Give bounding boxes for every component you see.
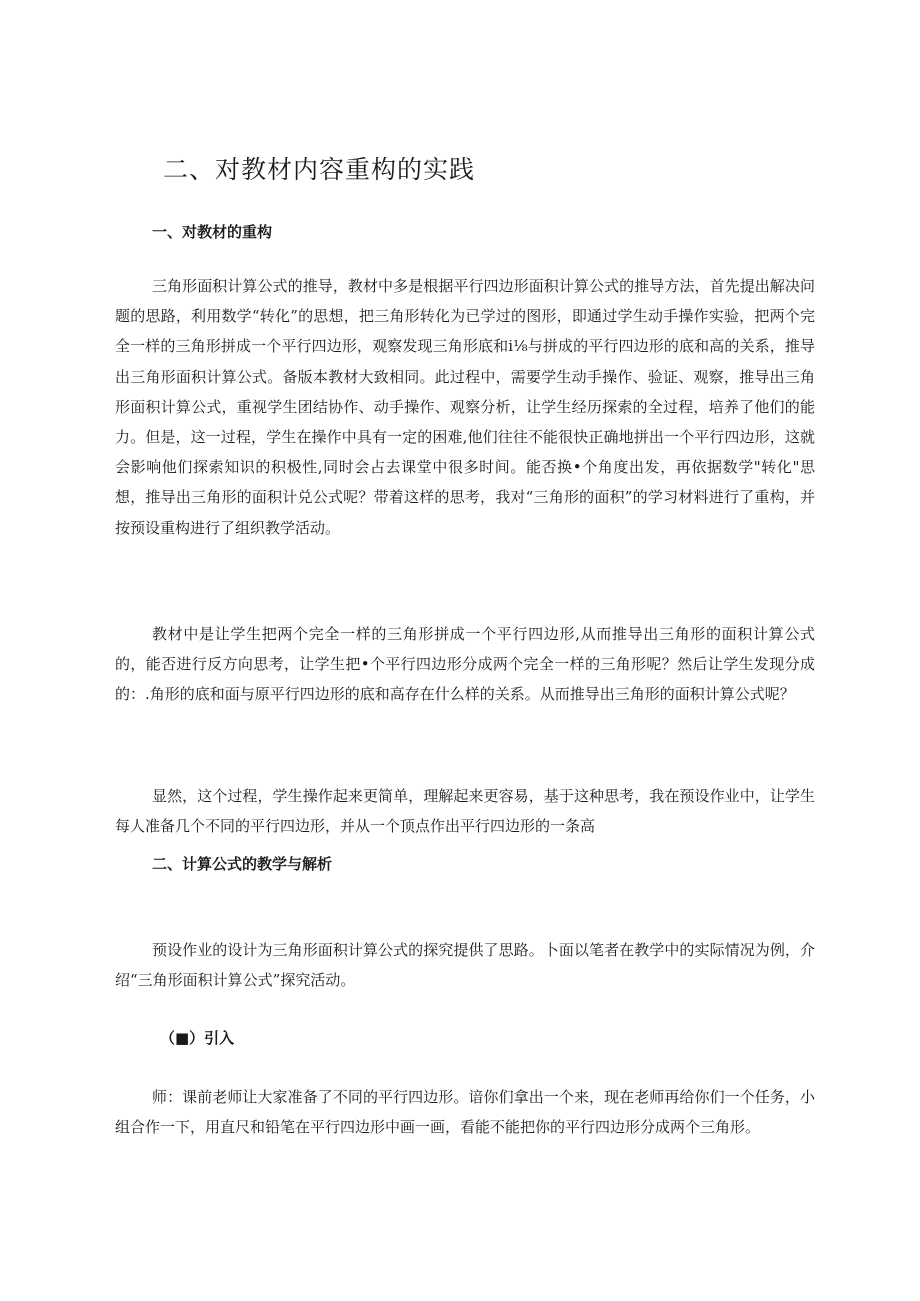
subsection-heading-introduction: （■）引入 — [160, 1029, 235, 1047]
paragraph-teacher-dialogue: 师：课前老师让大家准备了不同的平行四边形。谙你们拿出一个来，现在老师再给你们一个任务，小组合作一下，用直尺和铅笔在平行四边形中画一画，看能不能把你的平行四边形分成两个三角形。 — [115, 1088, 815, 1137]
document-title: 二、对教材内容重构的实践 — [163, 155, 476, 184]
paragraph-formula-derivation: 三角形面积计算公式的推导，教材中多是根据平行四边形面积计算公式的推导方法，首先提出解决问题的思路，利用数学“转化”的思想，把三角形转化为已学过的图形，即通过学生动手操作实验，把两个完全一样的三角形拼成一个平行四边形，观察发现三角形底和i⅛与拼成的平行四边形的底和高的关系，推导出三角形面积计算公式。备版本教材大致相同。此过程中，需要学生动手操作、验证、观察，推导出三角形面积计算公式，重视学生团结协作、动手操作、观察分析，让学生经历探索的全过程，培养了他们的能力。但是，这一过程，学生在操作中具有一定的困难,他们往往不能很快正确地拼出一个平行四边形，这就会影响他们探索知识的积极性,同时会占去课堂中很多时间。能否换•个角度出发，再依据数学"转化"思想，推导出三角形的面积计兑公式呢？带着这样的思考，我对“三角形的面积”的学习材料进行了重构，并按预设重构进行了组织教学活动。 — [115, 277, 815, 537]
paragraph-reverse-thinking: 教材中是让学生把两个完全一样的三角形拼成一个平行四边形,从而推导出三角形的面积计算公式的，能否进行反方向思考，让学生把•个平行四边形分成两个完全一样的三角形呢？然后让学生发现分成的：.角形的底和面与原平行四边形的底和高存在什么样的关系。从而推导出三角形的面积计算公式呢？ — [115, 625, 815, 704]
section-heading-formula-teaching: 二、计算公式的教学与解析 — [152, 855, 333, 873]
paragraph-activity-intro: 预设作业的设计为三角形面积计算公式的探究提供了思路。卜面以笔者在教学中的实际情况为例，介绍“三角形面积计算公式”探究活动。 — [115, 941, 815, 990]
paragraph-preset-homework: 显然，这个过程，学生操作起来更简单，理解起来更容易，基于这种思考，我在预设作业中，让学生每人准备几个不同的平行四边形，并从一个顶点作出平行四边形的一条高 — [115, 787, 815, 836]
section-heading-textbook-restructure: 一、对教材的重构 — [152, 223, 273, 241]
